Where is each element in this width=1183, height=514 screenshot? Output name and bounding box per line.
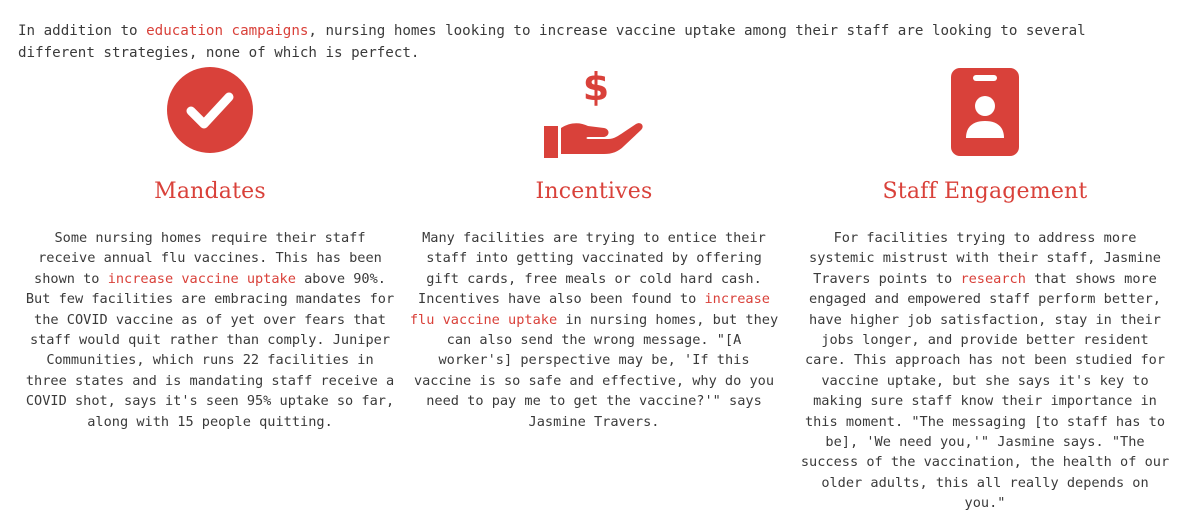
mandates-text-after: above 90%. But few facilities are embracing mandates for the COVID vaccine as of yet over fears that staff would quit rather than comply. Juniper Communities, which runs 22 facilities in three states and is mandating staff receive a COVID shot, says it's seen 95% uptake so far, along with 15 people quitting.: [25, 270, 395, 430]
education-campaigns-link[interactable]: education campaigns: [146, 23, 309, 40]
strategy-staff-engagement: [794, 66, 1176, 514]
staff-engagement-text-after: that shows more engaged and empowered staff perform better, have higher job satisfaction, stay in their jobs longer, and provide better resident care. This approach has not been studied for vaccine uptake, but she says it's key to making sure staff know their importance in this moment. "The messaging [to staff has to be], 'We need you,'" Jasmine says. "The success of the vaccination, the health of our older adults, this all really depends on you.": [800, 270, 1170, 512]
incentives-text-before: Many facilities are trying to entice their staff into getting vaccinated by offering gift cards, free meals or cold hard cash. Incentives have also been found to: [418, 230, 766, 308]
increase-vaccine-uptake-link[interactable]: increase vaccine uptake: [107, 270, 296, 287]
id-badge-icon: [794, 66, 1176, 164]
checkmark-circle-icon: [20, 66, 400, 164]
strategy-mandates: [20, 66, 400, 432]
incentives-heading: Incentives: [535, 179, 653, 204]
mandates-heading: Mandates: [154, 179, 266, 204]
mandates-text: [20, 228, 400, 432]
intro-prefix: In addition to: [18, 23, 147, 40]
svg-text:$: $: [582, 66, 610, 109]
research-link[interactable]: research: [960, 270, 1026, 287]
mandates-text-before: Some nursing homes require their staff receive annual flu vaccines. This has been shown to: [34, 230, 382, 287]
increase-flu-vaccine-uptake-link[interactable]: increase flu vaccine uptake: [409, 291, 770, 328]
staff-engagement-text-before: For facilities trying to address more systemic mistrust with their staff, Jasmine Travers points to: [809, 230, 1161, 287]
intro-paragraph: [18, 20, 1168, 64]
strategy-incentives: [404, 66, 784, 432]
incentives-text: [404, 228, 784, 432]
staff-engagement-heading: Staff Engagement: [882, 179, 1088, 204]
intro-suffix: , nursing homes looking to increase vaccine uptake among their staff are looking to several different strategies, none of which is perfect.: [18, 23, 1086, 62]
staff-engagement-text: [794, 228, 1176, 514]
incentives-text-after: in nursing homes, but they can also send the wrong message. "[A worker's] perspective may be, 'If this vaccine is so safe and effective, why do you need to pay me to get the vaccine?'" says Jasmine Travers.: [413, 311, 779, 430]
hand-dollar-icon: [404, 66, 784, 164]
